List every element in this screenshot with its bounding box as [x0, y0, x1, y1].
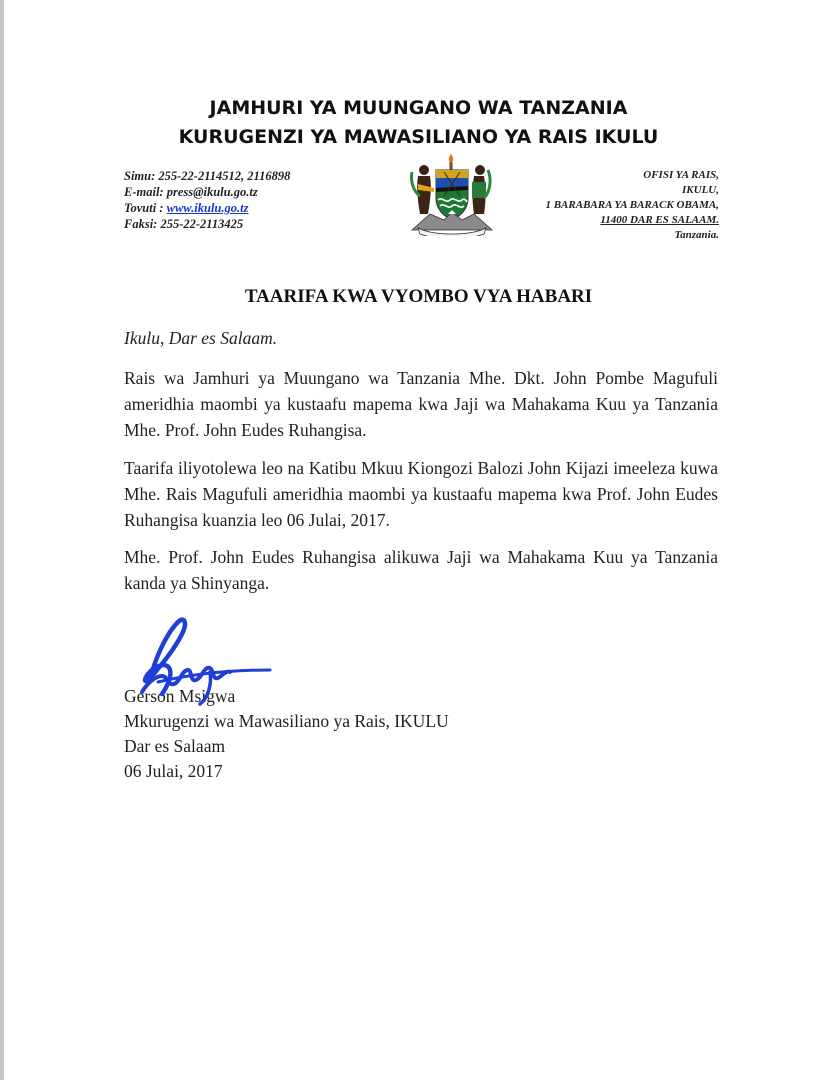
contact-email: E-mail: press@ikulu.go.tz: [124, 185, 258, 199]
address-line-5: Tanzania.: [674, 229, 719, 241]
document-title: TAARIFA KWA VYOMBO VYA HABARI: [244, 286, 593, 307]
contact-website-label: Tovuti :: [124, 201, 167, 215]
address-line-3: 1 BARABARA YA BARACK OBAMA,: [545, 199, 719, 211]
address-line-2: IKULU,: [682, 184, 719, 196]
letterhead-line-1: JAMHURI YA MUUNGANO WA TANZANIA: [209, 97, 628, 119]
signatory-date: 06 Julai, 2017: [124, 761, 223, 781]
page-edge: [0, 0, 4, 1080]
letterhead-line-2: KURUGENZI YA MAWASILIANO YA RAIS IKULU: [178, 126, 659, 148]
signatory-city: Dar es Salaam: [124, 736, 226, 756]
dateline-place: Ikulu, Dar es Salaam.: [124, 328, 278, 348]
signatory-position: Mkurugenzi wa Mawasiliano ya Rais, IKULU: [124, 711, 449, 731]
postal-address: [545, 168, 719, 243]
handwritten-signature-icon: [122, 612, 272, 708]
address-line-4: 11400 DAR ES SALAAM.: [600, 214, 719, 226]
contact-phone: Simu: 255-22-2114512, 2116898: [124, 169, 291, 183]
contact-website: [124, 200, 290, 216]
paragraph-1: Rais wa Jamhuri ya Muungano wa Tanzania Mhe. Dkt. John Pombe Magufuli ameridhia maombi ya kustaafu mapema kwa Jaji wa Mahakama Kuu ya Tanzania Mhe. Prof. John Eudes Ruhangisa.: [124, 368, 718, 440]
letterhead: [0, 94, 837, 152]
paragraph-2: Taarifa iliyotolewa leo na Katibu Mkuu Kiongozi Balozi John Kijazi imeeleza kuwa Mhe. Rais Magufuli ameridhia maombi ya kustaafu mapema kwa Prof. John Eudes Ruhangisa kuanzia leo 06 Julai, 2017.: [124, 458, 718, 530]
contact-fax: Faksi: 255-22-2113425: [124, 217, 244, 231]
website-link[interactable]: www.ikulu.go.tz: [166, 201, 249, 215]
paragraph-3: Mhe. Prof. John Eudes Ruhangisa alikuwa Jaji wa Mahakama Kuu ya Tanzania kanda ya Shinyanga.: [124, 547, 718, 593]
contact-details: [124, 168, 290, 232]
signatory-name: Gerson Msigwa: [124, 686, 236, 706]
address-line-1: OFISI YA RAIS,: [643, 169, 719, 181]
coat-of-arms-of-tanzania-icon: [404, 152, 500, 236]
